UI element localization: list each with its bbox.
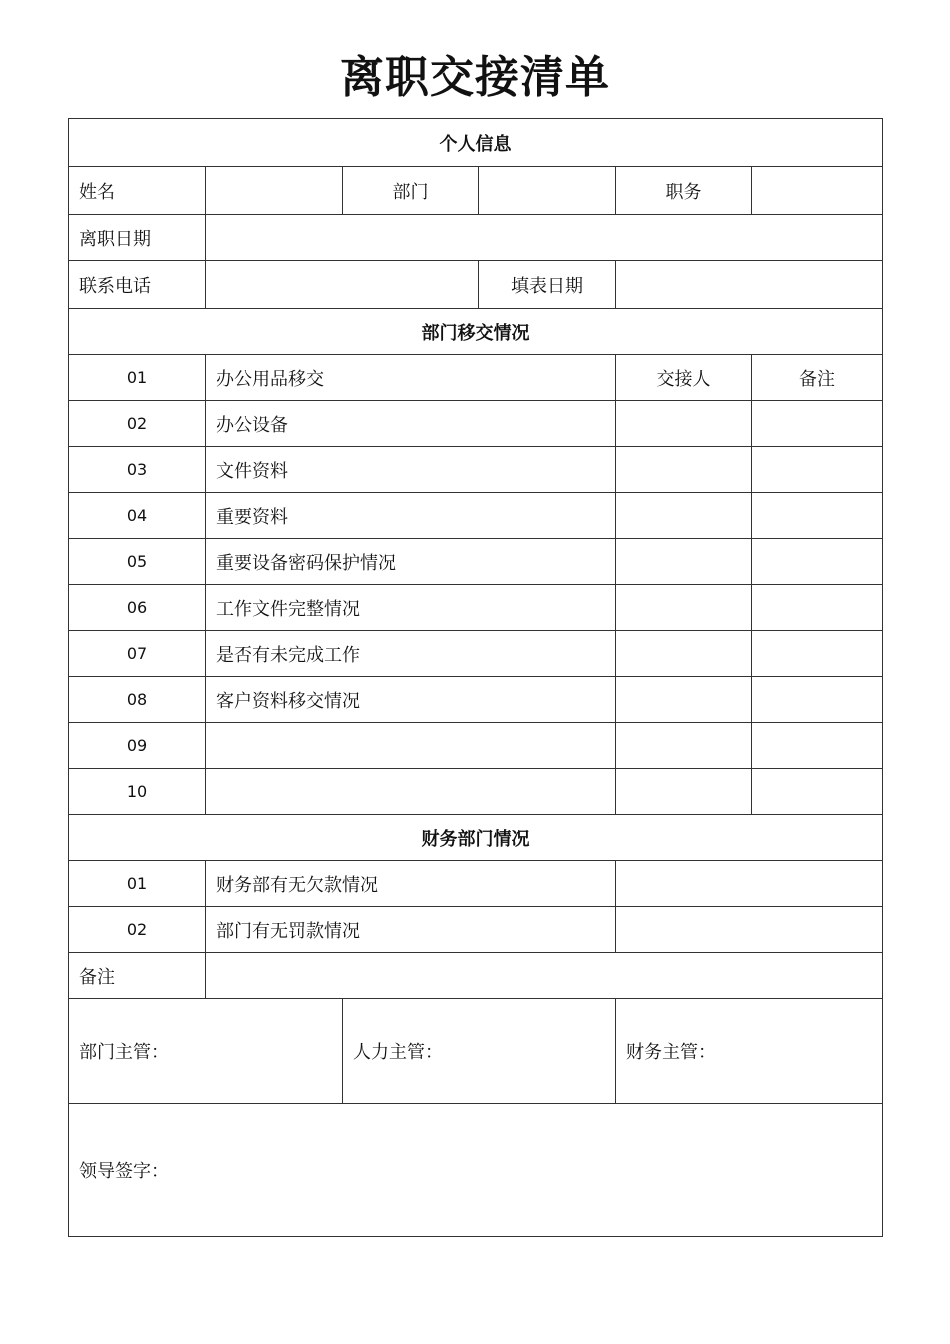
section-finance: [69, 815, 883, 861]
table-row: [69, 355, 883, 401]
dept-supervisor-signature[interactable]: 部门主管：: [69, 999, 343, 1104]
remark-cell[interactable]: [752, 493, 883, 539]
phone-label: 联系电话: [69, 261, 206, 309]
remark-cell[interactable]: [752, 539, 883, 585]
handover-form: [68, 118, 883, 1237]
handover-person-cell[interactable]: [616, 585, 752, 631]
leader-signature-row: [69, 1104, 883, 1237]
remark-header: 备注: [752, 355, 883, 401]
item-number: 05: [69, 539, 206, 585]
handover-person-cell[interactable]: [616, 401, 752, 447]
handover-person-cell[interactable]: [616, 493, 752, 539]
section-dept-handover: [69, 309, 883, 355]
table-row: [69, 585, 883, 631]
item-number: 02: [69, 907, 206, 953]
item-number: 06: [69, 585, 206, 631]
remark-cell[interactable]: [752, 723, 883, 769]
remark-field[interactable]: [206, 953, 883, 999]
handover-person-header: 交接人: [616, 355, 752, 401]
item-number: 07: [69, 631, 206, 677]
item-label: 部门有无罚款情况: [206, 907, 616, 953]
table-row: [69, 447, 883, 493]
handover-person-cell[interactable]: [616, 677, 752, 723]
hr-supervisor-signature[interactable]: 人力主管：: [343, 999, 616, 1104]
remark-cell[interactable]: [752, 769, 883, 815]
section-title-dept-handover: 部门移交情况: [69, 309, 883, 355]
item-number: 10: [69, 769, 206, 815]
remark-cell[interactable]: [752, 631, 883, 677]
position-field[interactable]: [752, 167, 883, 215]
table-row: [69, 401, 883, 447]
section-title-finance: 财务部门情况: [69, 815, 883, 861]
handover-person-cell[interactable]: [616, 539, 752, 585]
finance-supervisor-signature[interactable]: 财务主管：: [616, 999, 883, 1104]
dept-label: 部门: [343, 167, 479, 215]
remark-cell[interactable]: [752, 585, 883, 631]
item-number: 02: [69, 401, 206, 447]
table-row: [69, 907, 883, 953]
item-label: 重要设备密码保护情况: [206, 539, 616, 585]
table-row: [69, 769, 883, 815]
item-label[interactable]: [206, 769, 616, 815]
table-row: [69, 677, 883, 723]
handover-person-cell[interactable]: [616, 631, 752, 677]
item-label: 客户资料移交情况: [206, 677, 616, 723]
item-number: 01: [69, 355, 206, 401]
finance-status-cell[interactable]: [616, 907, 883, 953]
page-title: 离职交接清单: [340, 52, 610, 103]
dept-field[interactable]: [479, 167, 616, 215]
position-label: 职务: [616, 167, 752, 215]
item-number: 04: [69, 493, 206, 539]
item-number: 03: [69, 447, 206, 493]
item-label[interactable]: [206, 723, 616, 769]
phone-field[interactable]: [206, 261, 479, 309]
handover-person-cell[interactable]: [616, 447, 752, 493]
item-label: 办公用品移交: [206, 355, 616, 401]
remark-cell[interactable]: [752, 401, 883, 447]
name-field[interactable]: [206, 167, 343, 215]
item-number: 01: [69, 861, 206, 907]
remark-cell[interactable]: [752, 447, 883, 493]
item-number: 08: [69, 677, 206, 723]
handover-person-cell[interactable]: [616, 769, 752, 815]
remark-cell[interactable]: [752, 677, 883, 723]
table-row: [69, 861, 883, 907]
remark-label: 备注: [69, 953, 206, 999]
table-row: [69, 493, 883, 539]
name-label: 姓名: [69, 167, 206, 215]
section-personal: [69, 119, 883, 167]
handover-person-cell[interactable]: [616, 723, 752, 769]
finance-status-cell[interactable]: [616, 861, 883, 907]
item-label: 文件资料: [206, 447, 616, 493]
leave-date-label: 离职日期: [69, 215, 206, 261]
item-label: 财务部有无欠款情况: [206, 861, 616, 907]
table-row: [69, 631, 883, 677]
signature-row: [69, 999, 883, 1104]
leader-signature[interactable]: 领导签字：: [69, 1104, 883, 1237]
item-label: 办公设备: [206, 401, 616, 447]
fill-date-field[interactable]: [616, 261, 883, 309]
item-number: 09: [69, 723, 206, 769]
table-row: [69, 539, 883, 585]
item-label: 工作文件完整情况: [206, 585, 616, 631]
leave-date-field[interactable]: [206, 215, 883, 261]
section-title-personal: 个人信息: [69, 119, 883, 167]
item-label: 重要资料: [206, 493, 616, 539]
fill-date-label: 填表日期: [479, 261, 616, 309]
item-label: 是否有未完成工作: [206, 631, 616, 677]
table-row: [69, 723, 883, 769]
